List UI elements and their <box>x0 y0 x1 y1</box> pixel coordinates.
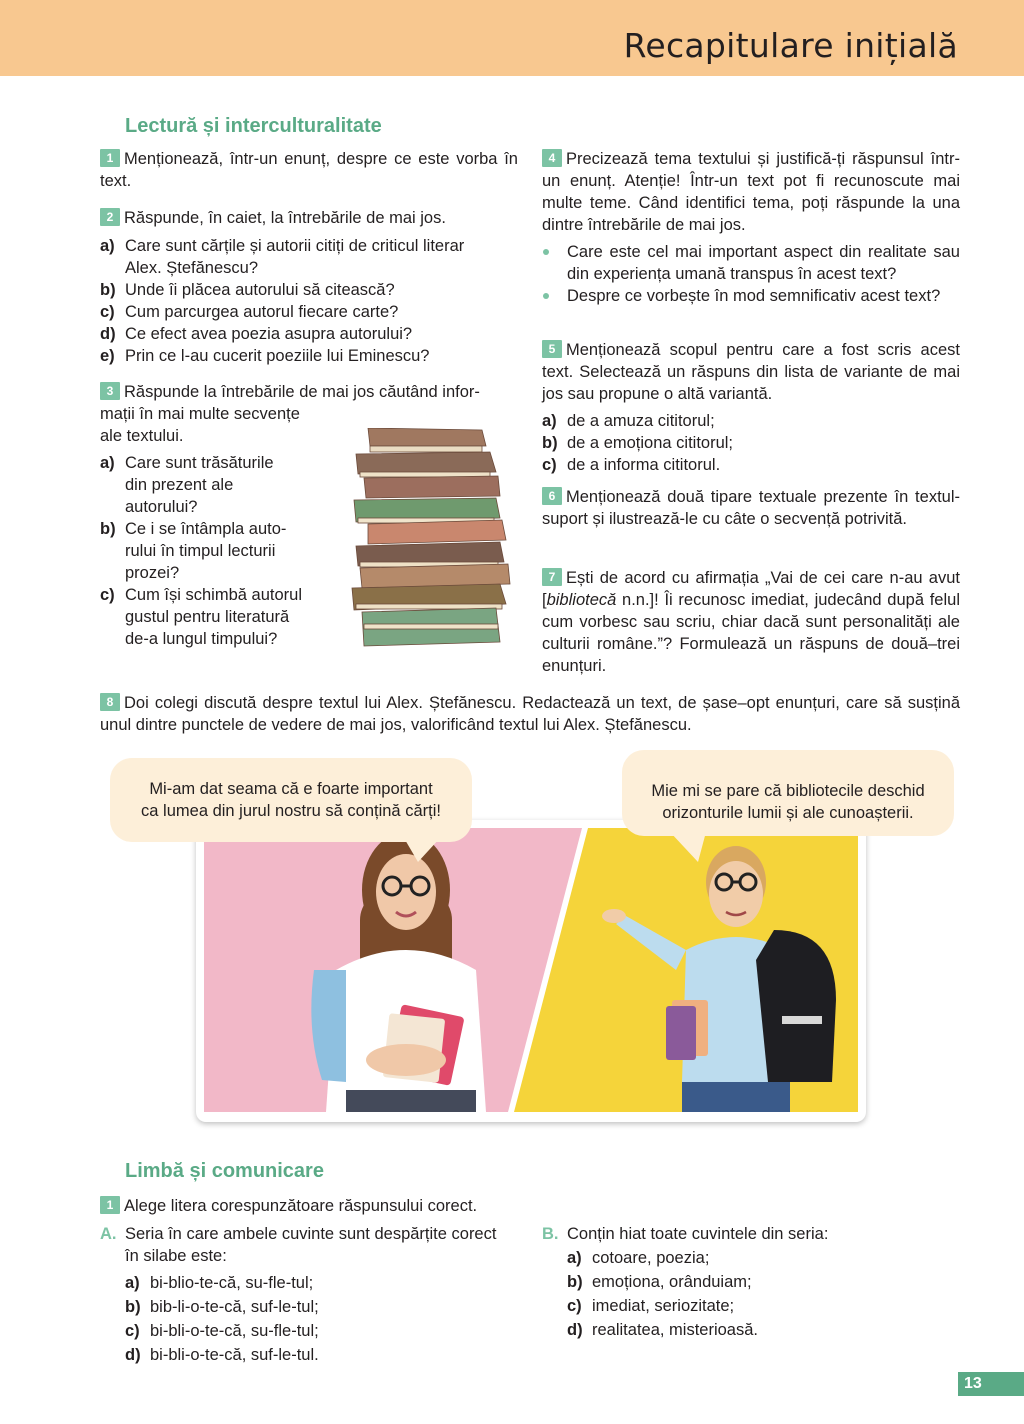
question-text: Menționează două tipare textuale prezente în textul-suport și ilustrează-le cu câte o secvență potrivită. <box>542 488 960 528</box>
question-number-badge: 3 <box>100 382 120 400</box>
answer-list <box>542 410 960 476</box>
section-title-limba: Limbă și comunicare <box>125 1160 324 1182</box>
list-item: c) Cum parcurgea autorul fiecare carte? <box>100 303 399 321</box>
bullet-list <box>542 241 960 307</box>
question-7: 7 Ești de acord cu afirmația „Vai de cei care n-au avut [bibliotecă n.n.]! Îi recunosc imediat, judecând după felul cum vorbesc sau scriu, chiar dacă sunt personalități ale culturii române.”? Formulează un răspuns de două–trei enunțuri. <box>542 569 960 675</box>
question-number-badge: 1 <box>100 1196 120 1214</box>
list-item: b) Unde îi plăcea autorului să citească? <box>100 281 395 299</box>
students-photo-panel <box>196 820 866 1122</box>
list-item: e) Prin ce l-au cucerit poeziile lui Eminescu? <box>100 347 430 365</box>
question-text: Alege litera corespunzătoare răspunsului corect. <box>124 1197 478 1215</box>
list-item: d) realitatea, misterioasă. <box>567 1321 758 1339</box>
question-text: Precizează tema textului și justifică-ți răspunsul într-un enunț. Atenție! Într-un text pot fi recunoscute mai multe teme. Când identifici tema, poți răspunde la una dintre întrebările de mai jos. <box>542 150 960 234</box>
speech-bubble-tail-right <box>670 832 710 864</box>
list-item: c) bi-bli-o-te-că, su-fle-tul; <box>125 1322 319 1340</box>
list-item: b) emoționa, orânduiam; <box>567 1273 752 1291</box>
list-item: a) Care sunt trăsăturile din prezent ale autorului? <box>100 454 274 516</box>
question-number-badge: 5 <box>542 340 562 358</box>
list-item: a) bi-blio-te-că, su-fle-tul; <box>125 1274 314 1292</box>
bullet-item: Despre ce vorbește în mod semnificativ acest text? <box>542 285 960 307</box>
question-s2-1 <box>100 1195 960 1217</box>
part-a: A. Seria în care ambele cuvinte sunt despărțite corect în silabe este: a) bi-blio-te-că, su-fle-tul; b) bib-li-o-te-că, suf-le-tul; c) bi-bli-o-te-că, su-fle-tul; d) bi-bli-o-te-că, suf-le-tul. <box>100 1223 530 1367</box>
question-text: Menționează, într-un enunț, despre ce este vorba în text. <box>100 150 518 190</box>
list-item: d) bi-bli-o-te-că, suf-le-tul. <box>125 1346 319 1364</box>
answer-list <box>100 1271 530 1367</box>
list-item: c) imediat, seriozitate; <box>567 1297 735 1315</box>
stack-of-books-illustration <box>350 428 520 648</box>
speech-bubble-right: Mie mi se pare că bibliotecile deschid orizonturile lumii și ale cunoașterii. <box>622 750 954 836</box>
question-text: Doi colegi discută despre textul lui Alex. Ștefănescu. Redactează un text, de șase–opt enunțuri, care să susțină unul dintre punctele de vedere de mai jos, valorificând textul lui Alex. Ștefănescu. <box>100 694 960 734</box>
list-item: a) de a amuza cititorul; <box>542 412 715 430</box>
list-item: b) bib-li-o-te-că, suf-le-tul; <box>125 1298 319 1316</box>
list-item: b) de a emoționa cititorul; <box>542 434 734 452</box>
question-number-badge: 1 <box>100 149 120 167</box>
list-item: b) Ce i se întâmpla auto- rului în timpul lecturii prozei? <box>100 520 287 582</box>
question-3: 3 Răspunde la întrebările de mai jos căutând infor- mații în mai multe secvențe ale textului. a) Care sunt trăsăturile din prezent ale autorului? b) Ce i se întâmpla auto- rului în timpul lecturii prozei? c) Cum își schimbă autorul gustul pentru literatură de-a lungul timpului? <box>100 381 518 650</box>
list-item: d) Ce efect avea poezia asupra autorului? <box>100 325 413 343</box>
question-5 <box>542 339 960 476</box>
students-photo <box>196 820 866 1122</box>
question-8 <box>100 692 960 736</box>
question-6 <box>542 486 960 530</box>
answer-list <box>100 235 518 367</box>
section-title-lectura: Lectură și interculturalitate <box>125 115 382 137</box>
list-item: a) Care sunt cărțile și autorii citiți de criticul literar Alex. Ștefănescu? <box>100 237 465 277</box>
list-item: c) de a informa cititorul. <box>542 456 721 474</box>
page-number: 13 <box>958 1372 1024 1396</box>
question-text: Răspunde, în caiet, la întrebările de mai jos. <box>124 209 446 227</box>
answer-list <box>542 1246 962 1342</box>
list-item: a) cotoare, poezia; <box>567 1249 710 1267</box>
question-number-badge: 6 <box>542 487 562 505</box>
question-text: Menționează scopul pentru care a fost scris acest text. Selectează un răspuns din lista de variante de mai jos sau propune o altă variantă. <box>542 341 960 403</box>
list-item: c) Cum își schimbă autorul gustul pentru literatură de-a lungul timpului? <box>100 586 302 648</box>
question-number-badge: 4 <box>542 149 562 167</box>
page-title: Recapitulare inițială <box>623 26 958 65</box>
bullet-item: Care este cel mai important aspect din realitate sau din experiența umană transpus în acest text? <box>542 241 960 285</box>
question-2 <box>100 207 518 367</box>
speech-bubble-left: Mi-am dat seama că e foarte important ca lumea din jurul nostru să conțină cărți! <box>110 758 472 842</box>
speech-bubble-tail-left <box>404 838 444 864</box>
question-1 <box>100 148 518 192</box>
question-number-badge: 7 <box>542 568 562 586</box>
question-number-badge: 2 <box>100 208 120 226</box>
part-b: B. Conțin hiat toate cuvintele din seria: a) cotoare, poezia; b) emoționa, orânduiam; c) imediat, seriozitate; d) realitatea, misterioasă. <box>542 1223 962 1342</box>
question-number-badge: 8 <box>100 693 120 711</box>
question-4 <box>542 148 960 307</box>
